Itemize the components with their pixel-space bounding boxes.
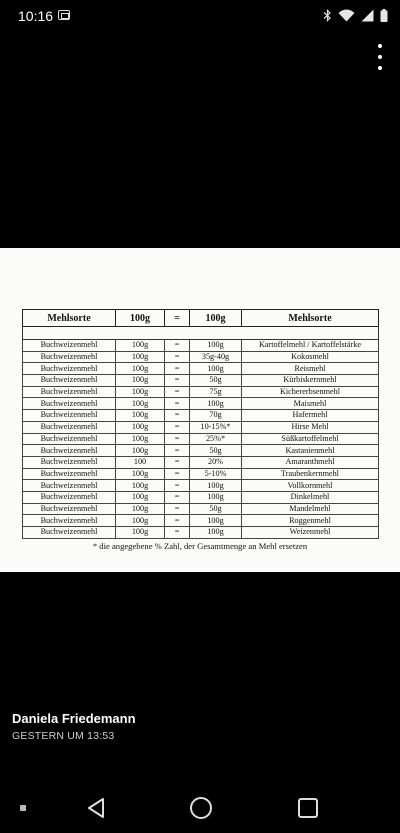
table-cell: 100g [116,398,165,410]
table-cell: = [165,468,190,480]
table-cell: 50g [190,503,242,515]
table-cell: Buchweizenmehl [23,398,116,410]
table-cell: Reismehl [242,363,379,375]
table-cell: 100g [190,515,242,527]
table-cell: Buchweizenmehl [23,363,116,375]
table-body [23,327,379,539]
table-cell: Buchweizenmehl [23,421,116,433]
status-time: 10:16 [18,8,54,24]
table-cell: Buchweizenmehl [23,468,116,480]
table-cell: = [165,375,190,387]
table-cell: Buchweizenmehl [23,386,116,398]
table-cell: Kürbiskernmehl [242,375,379,387]
table-header: Mehlsorte [23,310,116,327]
more-options-icon[interactable] [374,44,386,70]
table-header: = [165,310,190,327]
table-cell: 100g [190,491,242,503]
table-cell: = [165,456,190,468]
table-cell: = [165,515,190,527]
table-cell: 100g [116,375,165,387]
signal-icon [361,9,374,22]
table-header-row [23,310,379,327]
table-row [23,375,379,387]
flour-substitution-table [22,309,379,539]
table-cell: Buchweizenmehl [23,491,116,503]
table-cell: 100g [116,433,165,445]
table-cell: = [165,340,190,352]
table-cell: Buchweizenmehl [23,433,116,445]
table-cell: Weizenmehl [242,527,379,539]
table-row [23,456,379,468]
table-cell: = [165,491,190,503]
table-cell: Buchweizenmehl [23,410,116,422]
table-cell: 100g [116,515,165,527]
table-cell: 100g [116,480,165,492]
wifi-icon [338,9,355,22]
table-cell: = [165,445,190,457]
table-cell: Kastanienmehl [242,445,379,457]
table-row [23,468,379,480]
table-row [23,363,379,375]
table-cell: 5-10% [190,468,242,480]
table-row [23,386,379,398]
table-row [23,351,379,363]
status-icons [323,9,388,22]
table-cell: 100g [190,480,242,492]
table-cell: = [165,363,190,375]
table-footnote: * die angegebene % Zahl, der Gesamtmenge an Mehl ersetzen [92,540,308,551]
table-row [23,340,379,352]
table-cell: 100 [116,456,165,468]
table-cell: Buchweizenmehl [23,456,116,468]
table-cell: Dinkelmehl [242,491,379,503]
table-cell: = [165,351,190,363]
bluetooth-icon [323,9,332,22]
table-cell: Buchweizenmehl [23,351,116,363]
table-row [23,398,379,410]
table-row [23,445,379,457]
table-header: Mehlsorte [242,310,379,327]
table-cell: 100g [116,468,165,480]
table-cell: 100g [190,340,242,352]
table-cell: 50g [190,375,242,387]
table-cell: 100g [116,386,165,398]
nav-indicator-icon [20,805,26,811]
table-cell: 75g [190,386,242,398]
table-cell: 100g [116,363,165,375]
table-cell: 25%* [190,433,242,445]
table-cell: = [165,480,190,492]
table-cell: Traubenkernmehl [242,468,379,480]
table-cell: 100g [116,340,165,352]
table-row [23,491,379,503]
table-cell: = [165,527,190,539]
table-cell: = [165,503,190,515]
table-cell: 100g [116,445,165,457]
navigation-bar [0,785,400,833]
table-cell: Hirse Mehl [242,421,379,433]
status-bar [0,0,400,32]
table-cell: Kartoffelmehl / Kartoffelstärke [242,340,379,352]
flour-table-image [22,309,378,551]
battery-icon [380,9,388,22]
notification-icon [58,10,70,20]
table-cell: 100g [190,363,242,375]
table-cell: 100g [116,410,165,422]
table-header: 100g [190,310,242,327]
table-cell: 50g [190,445,242,457]
table-cell: Kichererbsenmehl [242,386,379,398]
table-cell: 70g [190,410,242,422]
table-cell: = [165,386,190,398]
table-cell: Buchweizenmehl [23,375,116,387]
table-row [23,410,379,422]
back-icon[interactable] [86,797,106,819]
post-timestamp: GESTERN UM 13:53 [12,730,115,742]
table-cell: Hafermehl [242,410,379,422]
table-cell: 100g [116,491,165,503]
table-row [23,503,379,515]
table-cell: 20% [190,456,242,468]
table-cell: Kokosmehl [242,351,379,363]
table-cell: 100g [190,527,242,539]
table-cell: Roggenmehl [242,515,379,527]
table-header: 100g [116,310,165,327]
table-cell: Süßkartoffelmehl [242,433,379,445]
table-cell: Buchweizenmehl [23,340,116,352]
table-cell: Buchweizenmehl [23,445,116,457]
table-cell: 100g [116,503,165,515]
table-cell: = [165,398,190,410]
table-cell: 100g [116,527,165,539]
table-cell: = [165,433,190,445]
table-cell: Buchweizenmehl [23,503,116,515]
table-cell: 100g [116,351,165,363]
table-cell: Maismehl [242,398,379,410]
table-cell: = [165,410,190,422]
home-icon[interactable] [190,797,212,819]
table-row [23,515,379,527]
table-cell: 100g [190,398,242,410]
table-cell: Vollkornmehl [242,480,379,492]
table-cell: 100g [116,421,165,433]
table-cell: Buchweizenmehl [23,527,116,539]
table-cell: Mandelmehl [242,503,379,515]
post-author[interactable]: Daniela Friedemann [12,711,136,726]
table-row [23,527,379,539]
table-cell: 35g-40g [190,351,242,363]
table-spacer-row [23,327,379,340]
table-cell: 10-15%* [190,421,242,433]
table-row [23,421,379,433]
table-cell: Buchweizenmehl [23,480,116,492]
table-row [23,433,379,445]
table-row [23,480,379,492]
table-cell: Amaranthmehl [242,456,379,468]
table-cell: = [165,421,190,433]
table-cell: Buchweizenmehl [23,515,116,527]
recents-icon[interactable] [298,798,318,818]
